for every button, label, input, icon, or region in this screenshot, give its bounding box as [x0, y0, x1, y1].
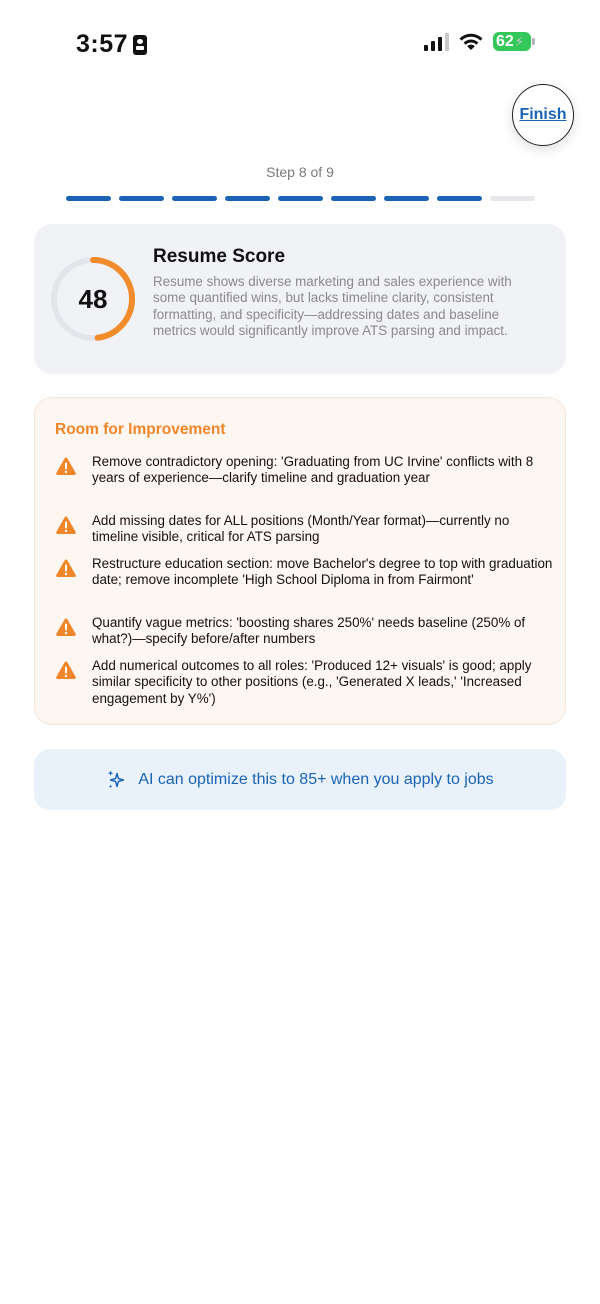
- progress-segment: [490, 196, 535, 201]
- improvement-title: Room for Improvement: [55, 421, 226, 438]
- finish-label: Finish: [519, 106, 567, 123]
- improvement-item-text: Quantify vague metrics: 'boosting shares 250%' needs baseline (250% of what?)—specify before/after numbers: [92, 615, 526, 647]
- progress-segment: [119, 196, 164, 201]
- score-description: Resume shows diverse marketing and sales experience with some quantified wins, but lacks timeline clarity, consistent formatting, and specificity—addressing dates and baseline metrics would significantly improve ATS parsing and impact.: [153, 274, 512, 338]
- progress-segment: [384, 196, 429, 201]
- progress-segment: [331, 196, 376, 201]
- warning-icon: [55, 660, 77, 680]
- warning-icon: [55, 515, 77, 535]
- progress-segment: [278, 196, 323, 201]
- battery-level: 62: [496, 32, 514, 50]
- warning-icon: [55, 456, 77, 476]
- ai-optimize-banner[interactable]: [34, 749, 566, 810]
- improvement-item-text: Add missing dates for ALL positions (Month/Year format)—currently no timeline visible, critical for ATS parsing: [92, 513, 510, 545]
- improvement-item-text: Add numerical outcomes to all roles: 'Produced 12+ visuals' is good; apply similar specificity to other positions (e.g., 'Generated X leads,' 'Increased engagement by Y%'): [92, 658, 532, 706]
- progress-segment: [172, 196, 217, 201]
- progress-segment: [225, 196, 270, 201]
- improvement-item-text: Remove contradictory opening: 'Graduating from UC Irvine' conflicts with 8 years of experience—clarify timeline and graduation year: [92, 454, 534, 486]
- id-card-icon: [133, 35, 147, 55]
- status-icons: [424, 32, 531, 51]
- signal-icon: [424, 33, 449, 51]
- improvement-item-text: Restructure education section: move Bachelor's degree to top with graduation date; remove incomplete 'High School Diploma in from Fairmont': [92, 556, 553, 588]
- time-text: 3:57: [76, 30, 129, 58]
- score-title: Resume Score: [153, 246, 286, 267]
- improvement-card: [34, 397, 566, 725]
- score-value: 48: [78, 283, 108, 314]
- wifi-icon: [458, 32, 484, 51]
- resume-score-card: [34, 224, 566, 374]
- warning-icon: [55, 558, 77, 578]
- warning-icon: [55, 617, 77, 637]
- progress-segment: [66, 196, 111, 201]
- step-label: Step 8 of 9: [266, 164, 334, 180]
- battery-icon: 62 ⚡: [493, 32, 531, 51]
- progress-segment: [437, 196, 482, 201]
- progress-bar: [66, 196, 535, 201]
- sparkle-icon: [106, 769, 128, 791]
- status-time: [76, 30, 147, 59]
- status-bar: [0, 0, 600, 90]
- ai-banner-text: AI can optimize this to 85+ when you apply to jobs: [138, 770, 494, 788]
- finish-button[interactable]: [512, 84, 574, 146]
